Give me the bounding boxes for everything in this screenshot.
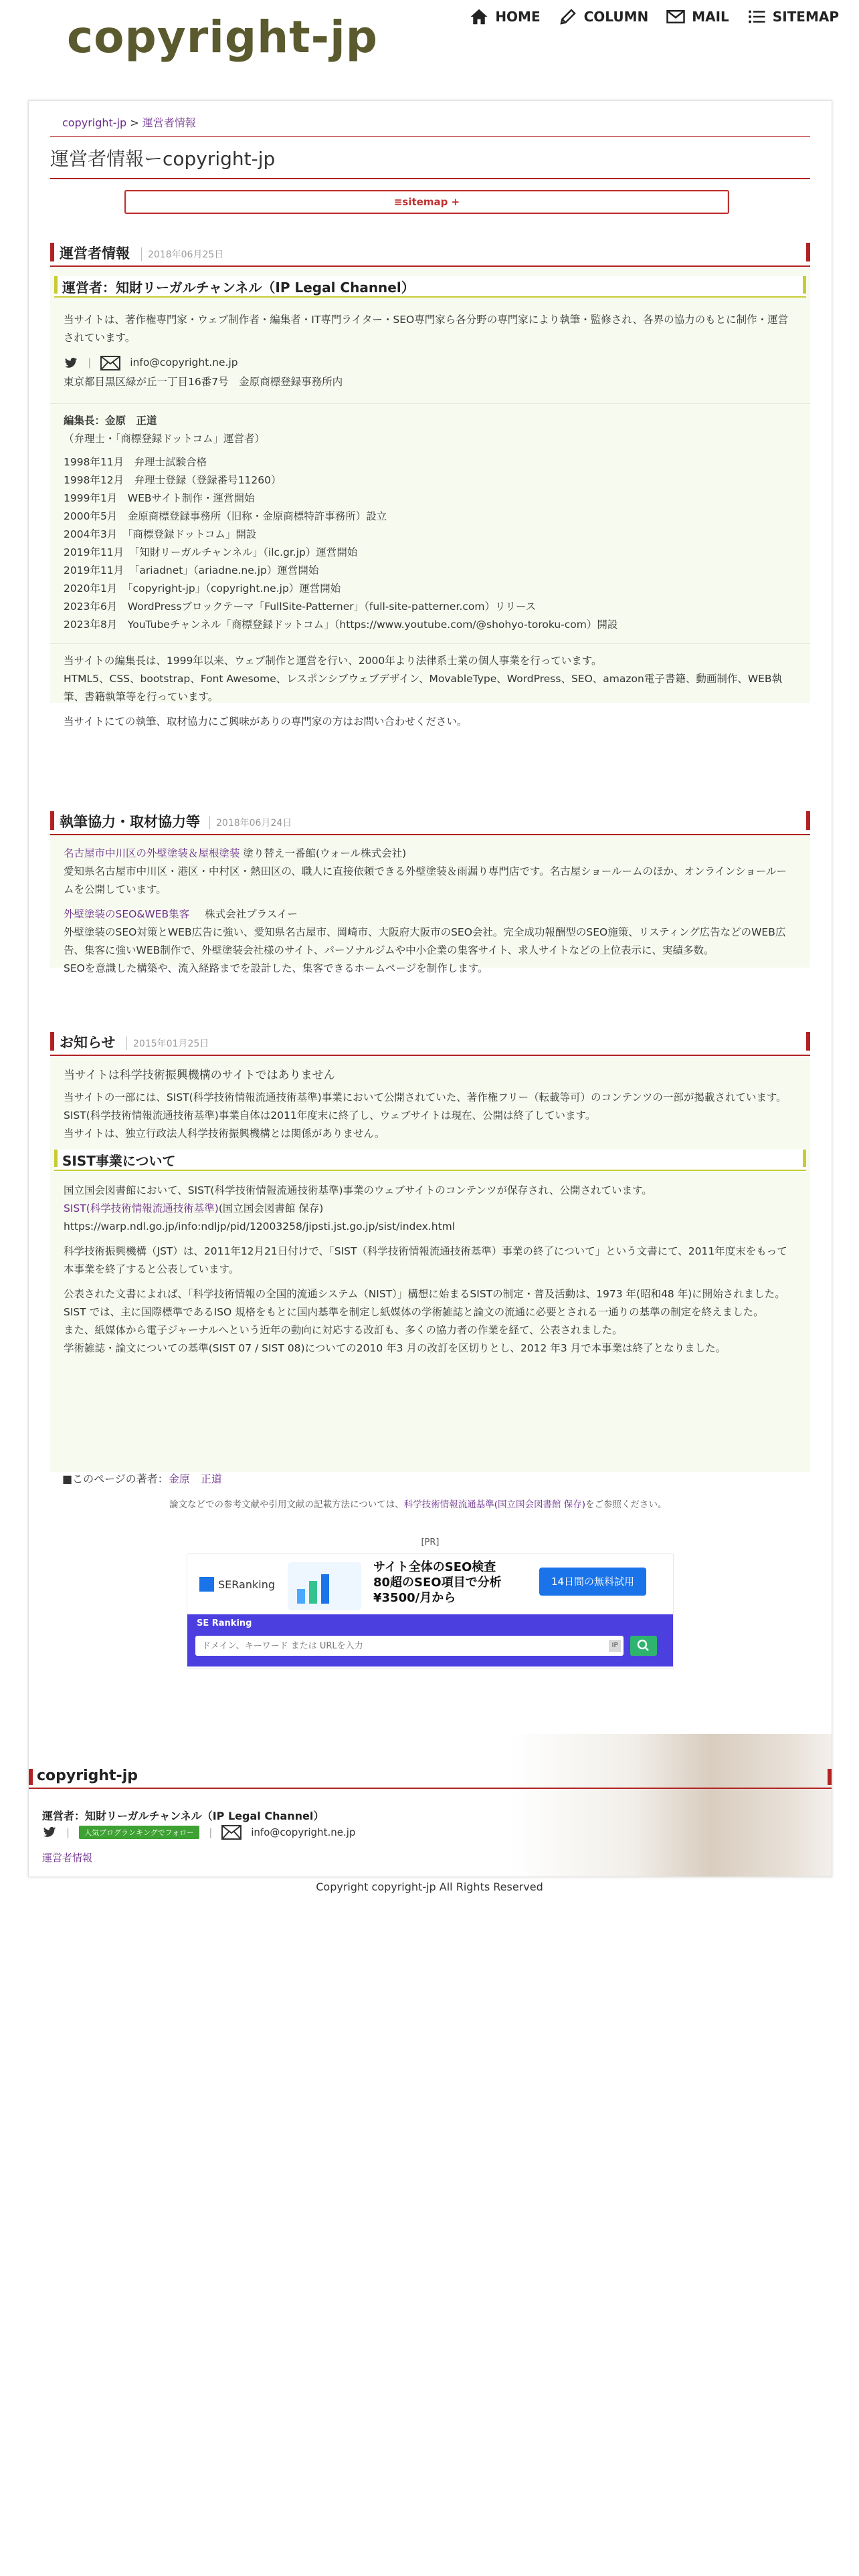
- search-button[interactable]: [630, 1636, 657, 1656]
- operator-subheading-title: 運営者：知財リーガルチャンネル（IP Legal Channel）: [62, 280, 415, 296]
- reference-text: 論文などでの参考文献や引用文献の記載方法については、: [169, 1499, 404, 1510]
- partner-company: 株式会社プラスイー: [205, 908, 298, 920]
- operator-section: [50, 241, 810, 728]
- history-item: 2019年11月 「ariadnet」（ariadne.ne.jp）運営開始: [64, 564, 319, 576]
- footer-email[interactable]: info@copyright.ne.jp: [251, 1826, 356, 1838]
- sist-paragraph-1: 国立国会図書館において、SIST(科学技術情報流通技術基準)事業のウェブサイトのコンテンツが保存され、公開されています。: [64, 1184, 652, 1196]
- sist-paragraph-6: 学術雑誌・論文についての基準(SIST 07 / SIST 08)についての2010 年3 月の改訂を区切りとし、2012 年3 月で本事業は終了となりました。: [64, 1342, 727, 1354]
- se-ranking-ad[interactable]: [187, 1553, 674, 1669]
- footer-separator: |: [66, 1826, 70, 1838]
- notice-lead: 当サイトは科学技術振興機構のサイトではありません: [64, 1069, 335, 1082]
- breadcrumb-home[interactable]: copyright-jp: [62, 116, 127, 129]
- notice-section-title: お知らせ: [60, 1035, 116, 1051]
- author-label: ■このページの著者：: [62, 1473, 169, 1485]
- nav-home[interactable]: [469, 7, 540, 27]
- sist-paragraph-4: SIST では、主に国際標準であるISO 規格をもとに国内基準を制定し紙媒体の学術雑誌と論文の流通に必要とされる一通りの基準の制定を終えました。: [64, 1306, 764, 1318]
- editor-paragraph-1: 当サイトの編集長は、1999年以来、ウェブ制作と運営を行い、2000年より法律系士業の個人事業を行っています。: [64, 655, 602, 667]
- mail-icon[interactable]: [100, 356, 120, 370]
- contact-row: [64, 354, 797, 372]
- cooperation-section-title: 執筆協力・取材協力等: [60, 814, 200, 830]
- page-title: 運営者情報ーcopyright-jp: [50, 144, 810, 179]
- footer-title-bar: [29, 1767, 832, 1789]
- site-header: [0, 0, 859, 94]
- editor-paragraph-3: 当サイトにての執筆、取材協力にご興味がありの専門家の方はお問い合わせください。: [64, 716, 468, 728]
- sist-paragraph-2: 科学技術振興機構（JST）は、2011年12月21日付けで、「SIST（科学技術情報流通技術基準）事業の終了について」という文書にて、2011年度末をもって本事業を終了すると公表しています。: [64, 1245, 787, 1275]
- nav-home-label: HOME: [495, 9, 541, 25]
- sist-link-note: (国立国会図書館 保存): [218, 1202, 324, 1214]
- search-icon: [630, 1636, 657, 1656]
- copyright-text: Copyright copyright-jp All Rights Reserved: [316, 1881, 543, 1893]
- free-trial-button[interactable]: 14日間の無料試用: [539, 1568, 646, 1596]
- contact-separator: |: [88, 356, 92, 368]
- reference-tail: をご参照ください。: [585, 1499, 667, 1510]
- ad-brand-label: SERanking: [218, 1578, 275, 1591]
- ad-search-brand: SE Ranking: [197, 1618, 252, 1628]
- twitter-icon[interactable]: [42, 1826, 57, 1839]
- sist-url: https://warp.ndl.go.jp/info:ndljp/pid/12003258/jipsti.jst.go.jp/sist/index.html: [64, 1220, 456, 1232]
- partner-description: 外壁塗装のSEO対策とWEB広告に強い、愛知県名古屋市、岡崎市、大阪府大阪市のSEO会社。完全成功報酬型のSEO施策、リスティング広告などのWEB広告、集客に強いWEB制作で、外壁塗装会社様のサイト、パーソナルジムや中小企業の集客サイト、求人サイトなどの上位表示に、実績多数。: [64, 926, 786, 956]
- cooperation-section-header: [50, 810, 810, 835]
- notice-line: 当サイトの一部には、SIST(科学技術情報流通技術基準)事業において公開されていた、著作権フリー（転載等可）のコンテンツの一部が掲載されています。: [64, 1091, 787, 1103]
- mail-icon[interactable]: [221, 1825, 242, 1840]
- notice-line: 当サイトは、独立行政法人科学技術振興機構とは関係がありません。: [64, 1128, 385, 1140]
- operator-section-header: [50, 241, 810, 267]
- operator-subheading: [54, 276, 806, 298]
- author-line: [62, 1471, 222, 1486]
- nav-mail[interactable]: [666, 7, 729, 27]
- partner-description-2: SEOを意識した構築や、流入経路までを設計した、集客できるホームページを制作します。: [64, 962, 488, 974]
- mail-icon: [666, 7, 686, 27]
- home-icon: [469, 7, 489, 27]
- ad-search-input[interactable]: [195, 1636, 624, 1656]
- notice-section-date: 2015年01月25日: [126, 1037, 209, 1050]
- footer-operator-link[interactable]: 運営者情報: [42, 1852, 93, 1864]
- history-item: 2019年11月 「知財リーガルチャンネル」（ilc.gr.jp）運営開始: [64, 546, 358, 558]
- history-item: 1998年12月 弁理士登録（登録番号11260）: [64, 474, 282, 486]
- ad-copy-line: サイト全体のSEO検査: [373, 1560, 496, 1574]
- twitter-icon[interactable]: [64, 356, 78, 370]
- history-item: 2020年1月 「copyright-jp」（copyright.ne.jp）運営開始: [64, 582, 341, 595]
- editor-paragraph-2: HTML5、CSS、bootstrap、Font Awesome、レスポンシブウェブデザイン、MovableType、WordPress、SEO、amazon電子書籍、動画制作、WEB執筆、書籍執筆等を行っています。: [64, 673, 783, 703]
- sist-subheading-title: SIST事業について: [62, 1153, 176, 1169]
- cooperation-section-date: 2018年06月24日: [209, 816, 292, 829]
- partner-description: 愛知県名古屋市中川区・港区・中村区・熱田区の、職人に直接依頼できる外壁塗装＆雨漏り専門店です。名古屋ショールームのほか、オンラインショールームを公開しています。: [64, 865, 787, 895]
- reference-link[interactable]: 科学技術情報流通基準(国立国会図書館 保存): [403, 1499, 586, 1510]
- nav-column-label: COLUMN: [583, 9, 649, 25]
- partner-link-nuritaeichiban[interactable]: 名古屋市中川区の外壁塗装＆屋根塗装: [64, 847, 240, 859]
- ad-copy-line: 80超のSEO項目で分析: [373, 1576, 502, 1590]
- pr-label: [PR]: [421, 1537, 440, 1547]
- sist-paragraph-5: また、紙媒体から電子ジャーナルへという近年の動向に対応する改訂も、多くの協力者の作業を経て、公表されました。: [64, 1324, 623, 1336]
- footer-operator: 運営者：知財リーガルチャンネル（IP Legal Channel）: [42, 1810, 324, 1822]
- sist-subheading: [54, 1150, 806, 1171]
- sist-link[interactable]: SIST(科学技術情報流通技術基準): [64, 1202, 219, 1214]
- breadcrumb-separator: >: [130, 116, 139, 129]
- footer-contact: [42, 1825, 355, 1840]
- ad-brand: [199, 1577, 275, 1592]
- pencil-icon: [558, 7, 578, 27]
- footer-separator: |: [209, 1826, 213, 1838]
- top-nav: [469, 7, 839, 27]
- contact-email[interactable]: info@copyright.ne.jp: [130, 356, 238, 368]
- blog-ranking-follow-badge[interactable]: 人気ブログランキングでフォロー: [79, 1826, 199, 1839]
- list-icon: [747, 7, 767, 27]
- ad-search-panel: [187, 1614, 673, 1667]
- reference-line: [169, 1497, 667, 1510]
- history-item: 2000年5月 金原商標登録事務所（旧称・金原商標特許事務所）設立: [64, 510, 387, 522]
- notice-section-header: [50, 1031, 810, 1056]
- site-footer: [29, 1734, 832, 1876]
- notice-section: [50, 1031, 810, 1472]
- nav-mail-label: MAIL: [692, 9, 729, 25]
- ad-copy: [373, 1560, 502, 1606]
- footer-title: copyright-jp: [37, 1767, 138, 1784]
- history-item: 2023年6月 WordPressブロックテーマ「FullSite-Patterner」（full-site-patterner.com）リリース: [64, 601, 537, 613]
- se-ranking-logo-icon: [199, 1577, 214, 1592]
- history-item: 1998年11月 弁理士試験合格: [64, 456, 207, 468]
- editor-name: 編集長：金原 正道: [64, 415, 157, 427]
- operator-section-title: 運営者情報: [60, 245, 130, 261]
- site-logo[interactable]: copyright-jp: [67, 11, 378, 63]
- breadcrumb-current[interactable]: 運営者情報: [142, 116, 196, 129]
- ip-badge: IP: [609, 1640, 621, 1652]
- operator-intro: 当サイトは、著作権専門家・ウェブ制作者・編集者・IT専門ライター・SEO専門家ら各分野の専門家により執筆・監修され、各界の協力のもとに制作・運営されています。: [64, 314, 789, 344]
- main-content: [28, 100, 832, 1877]
- notice-line: SIST(科学技術情報流通技術基準)事業自体は2011年度末に終了し、ウェブサイトは現在、公開は終了しています。: [64, 1109, 596, 1121]
- history-item: 2004年3月 「商標登録ドットコム」開設: [64, 528, 257, 540]
- editor-note: （弁理士・「商標登録ドットコム」運営者）: [64, 433, 266, 445]
- cooperation-section: [50, 810, 810, 974]
- operator-address: 東京都目黒区緑が丘一丁目16番7号 金原商標登録事務所内: [64, 376, 343, 388]
- sitemap-button[interactable]: ≡sitemap +: [124, 190, 729, 214]
- partner-company: 塗り替え一番館(ウォール株式会社): [243, 847, 407, 859]
- nav-sitemap-label: SITEMAP: [772, 9, 839, 25]
- ad-chart-illustration: [288, 1562, 361, 1610]
- history-item: 1999年1月 WEBサイト制作・運営開始: [64, 492, 255, 504]
- nav-column[interactable]: [558, 7, 649, 27]
- operator-section-date: 2018年06月25日: [141, 247, 223, 261]
- history-item: 2023年8月 YouTubeチャンネル「商標登録ドットコム」（https://www.youtube.com/@shohyo-toroku-com）開設: [64, 619, 618, 631]
- partner-link-pluse[interactable]: 外壁塗装のSEO&WEB集客: [64, 908, 190, 920]
- sist-paragraph-3: 公表された文書によれば、「科学技術情報の全国的流通システム（NIST）」構想に始まるSISTの制定・普及活動は、1973 年(昭和48 年)に開始されました。: [64, 1288, 785, 1300]
- breadcrumb: [62, 114, 196, 130]
- author-link[interactable]: 金原 正道: [168, 1473, 222, 1485]
- nav-sitemap[interactable]: [747, 7, 839, 27]
- ad-copy-line: ¥3500/月から: [373, 1591, 456, 1605]
